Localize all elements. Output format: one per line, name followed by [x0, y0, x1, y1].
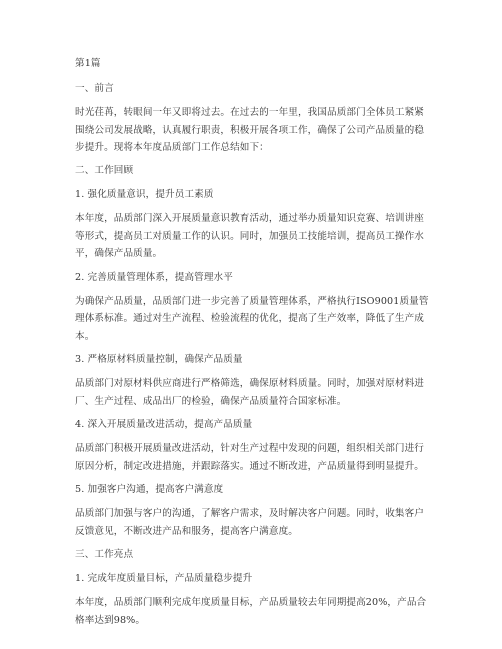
item-line: 品质部门加强与客户的沟通，了解客户需求，及时解决客户问题。同时，收集客户: [75, 508, 424, 519]
preface-line: 围绕公司发展战略，认真履行职责，积极开展各项工作，确保了公司产品质量的稳: [75, 125, 424, 136]
item-heading: 2. 完善质量管理体系，提高管理水平: [75, 272, 233, 283]
item-line: 平，确保产品质量。: [75, 248, 163, 259]
item-line: 原因分析，制定改进措施，并跟踪落实。通过不断改进，产品质量得到明显提升。: [75, 461, 424, 472]
highlight-line: 格率达到98%。: [75, 615, 146, 626]
highlight-heading: 1. 完成年度质量目标，产品质量稳步提升: [75, 573, 253, 584]
item-line: 反馈意见，不断改进产品和服务，提高客户满意度。: [75, 526, 298, 537]
item-line: 为确保产品质量，品质部门进一步完善了质量管理体系，严格执行ISO9001质量管: [75, 296, 429, 307]
item-heading: 5. 加强客户沟通，提高客户满意度: [75, 484, 224, 495]
item-heading: 1. 强化质量意识，提升员工素质: [75, 189, 214, 200]
article-label: 第1篇: [75, 58, 101, 69]
item-line: 品质部门对原材料供应商进行严格筛选，确保原材料质量。同时，加强对原材料进: [75, 378, 424, 389]
preface-line: 步提升。现将本年度品质部门工作总结如下：: [75, 142, 269, 153]
item-heading: 3. 严格原材料质量控制，确保产品质量: [75, 354, 243, 365]
item-line: 本年度，品质部门深入开展质量意识教育活动，通过举办质量知识竞赛、培训讲座: [75, 213, 424, 224]
item-heading: 4. 深入开展质量改进活动，提高产品质量: [75, 419, 253, 430]
item-line: 理体系标准。通过对生产流程、检验流程的优化，提高了生产效率，降低了生产成: [75, 313, 424, 324]
section-heading-review: 二、工作回顾: [75, 165, 134, 176]
item-line: 本。: [75, 331, 95, 342]
preface-line: 时光荏苒，转眼间一年又即将过去。在过去的一年里，我国品质部门全体员工紧紧: [75, 107, 424, 118]
section-heading-highlights: 三、工作亮点: [75, 549, 134, 560]
item-line: 厂、生产过程、成品出厂的检验，确保产品质量符合国家标准。: [75, 396, 347, 407]
highlight-line: 本年度，品质部门顺利完成年度质量目标，产品质量较去年同期提高20%，产品合: [75, 597, 427, 608]
item-line: 品质部门积极开展质量改进活动，针对生产过程中发现的问题，组织相关部门进行: [75, 443, 424, 454]
item-line: 等形式，提高员工对质量工作的认识。同时，加强员工技能培训，提高员工操作水: [75, 231, 424, 242]
section-heading-preface: 一、前言: [75, 83, 114, 94]
